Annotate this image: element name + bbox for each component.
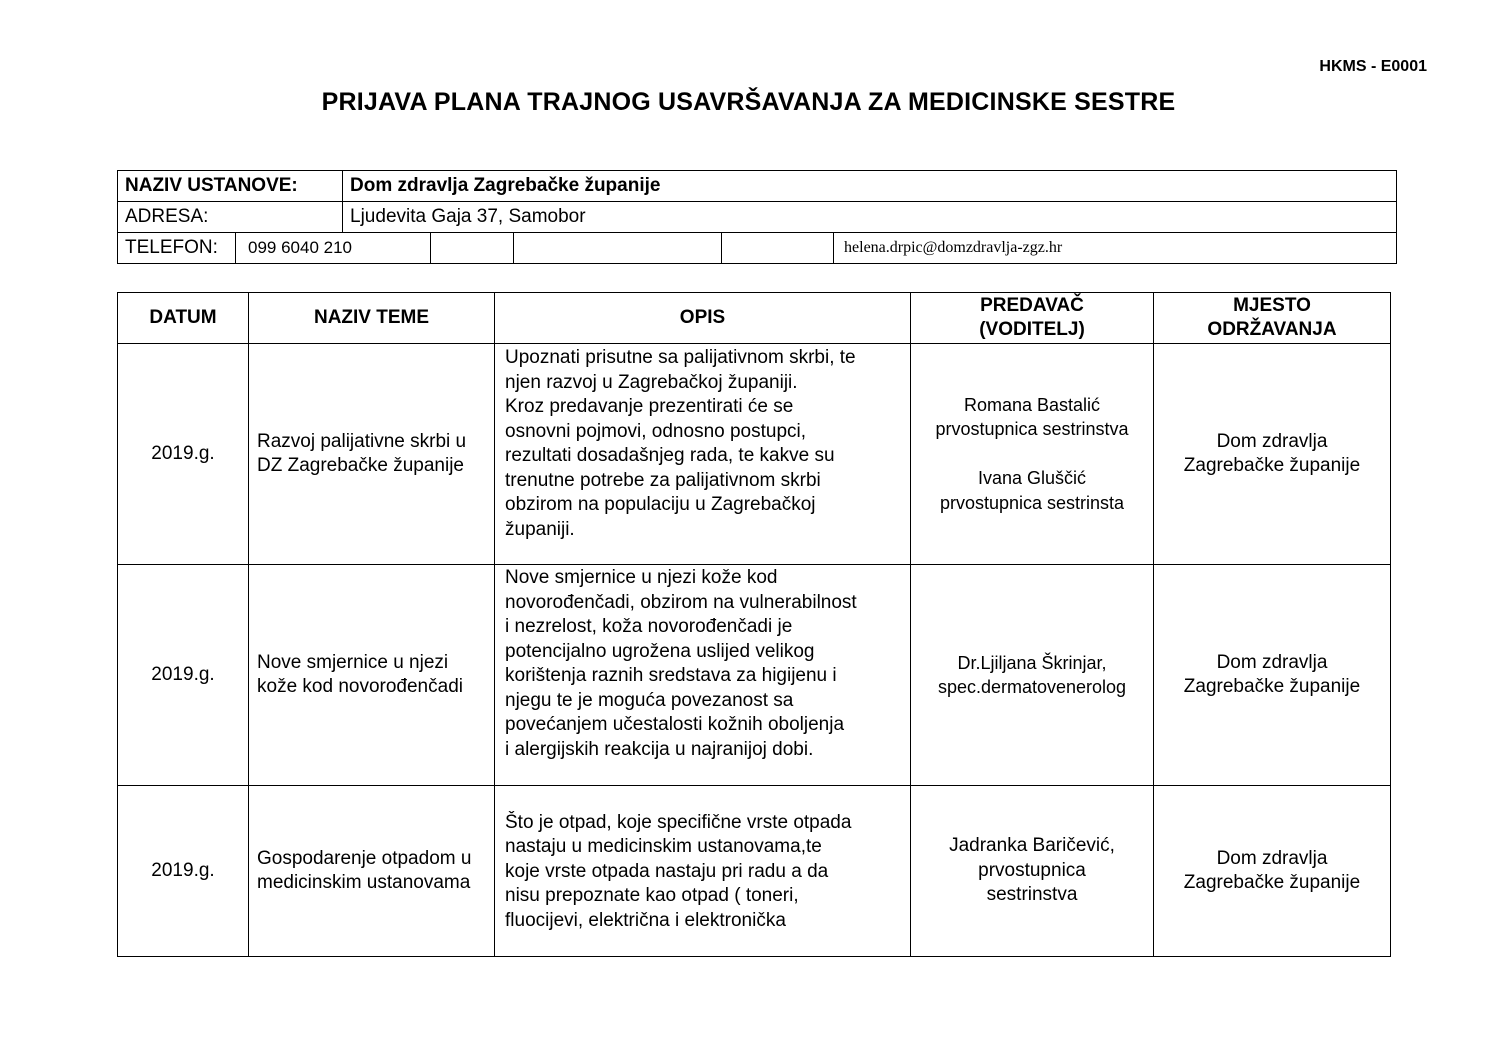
row-date: 2019.g. bbox=[118, 344, 249, 565]
row-place: Dom zdravlja Zagrebačke županije bbox=[1154, 786, 1391, 957]
row-topic: Nove smjernice u njezi kože kod novorođenčadi bbox=[249, 565, 495, 786]
table-row bbox=[118, 786, 1391, 957]
phone-row bbox=[118, 233, 1397, 264]
header-topic: NAZIV TEME bbox=[249, 293, 495, 344]
row-description: Nove smjernice u njezi kože kod novorođenčadi, obzirom na vulnerabilnost i nezrelost, koža novorođenčadi je potencijalno ugrožena uslijed velikog korištenja raznih sredstava za higijenu i njegu te je moguća povezanost sa povećanjem učestalosti kožnih oboljenja i alergijskih reakcija u najranijoj dobi. bbox=[495, 565, 911, 786]
header-lecturer: PREDAVAČ (VODITELJ) bbox=[911, 293, 1154, 344]
empty-cell bbox=[722, 233, 834, 264]
address-label: ADRESA: bbox=[118, 202, 343, 233]
row-place: Dom zdravlja Zagrebačke županije bbox=[1154, 565, 1391, 786]
row-date: 2019.g. bbox=[118, 786, 249, 957]
row-date: 2019.g. bbox=[118, 565, 249, 786]
institution-name-row bbox=[118, 171, 1397, 202]
phone-value: 099 6040 210 bbox=[236, 233, 431, 264]
education-plan-table bbox=[117, 292, 1391, 957]
row-description: Upoznati prisutne sa palijativnom skrbi, te njen razvoj u Zagrebačkoj županiji. Kroz predavanje prezentirati će se osnovni pojmovi, odnosno postupci, rezultati dosadašnjeg rada, te kakve su trenutne potrebe za palijativnom skrbi obzirom na populaciju u Zagrebačkoj županiji. bbox=[495, 344, 911, 565]
row-lecturer: Dr.Ljiljana Škrinjar, spec.dermatovenerolog bbox=[911, 565, 1154, 786]
address-value: Ljudevita Gaja 37, Samobor bbox=[343, 202, 1397, 233]
row-lecturer: Jadranka Baričević, prvostupnica sestrinstva bbox=[911, 786, 1154, 957]
table-row bbox=[118, 565, 1391, 786]
phone-label: TELEFON: bbox=[118, 233, 236, 264]
email-value: helena.drpic@domzdravlja-zgz.hr bbox=[834, 233, 1397, 264]
institution-name-label: NAZIV USTANOVE: bbox=[118, 171, 343, 202]
institution-name-value: Dom zdravlja Zagrebačke županije bbox=[343, 171, 1397, 202]
row-place: Dom zdravlja Zagrebačke županije bbox=[1154, 344, 1391, 565]
header-row bbox=[118, 293, 1391, 344]
empty-cell bbox=[514, 233, 722, 264]
row-description bbox=[495, 786, 911, 957]
header-date: DATUM bbox=[118, 293, 249, 344]
header-place: MJESTO ODRŽAVANJA bbox=[1154, 293, 1391, 344]
row-lecturer: Romana Bastalić prvostupnica sestrinstva Ivana Gluščić prvostupnica sestrinsta bbox=[911, 344, 1154, 565]
row-description-text: Što je otpad, koje specifične vrste otpada nastaju u medicinskim ustanovama,te koje vrste otpada nastaju pri radu a da nisu prepoznate kao otpad ( toneri, fluocijevi, električna i elektronička bbox=[505, 811, 852, 931]
document-code: HKMS - E0001 bbox=[1319, 58, 1427, 75]
document-title: PRIJAVA PLANA TRAJNOG USAVRŠAVANJA ZA MEDICINSKE SESTRE bbox=[321, 88, 1176, 116]
address-row bbox=[118, 202, 1397, 233]
institution-table bbox=[117, 170, 1397, 264]
table-row bbox=[118, 344, 1391, 565]
header-description: OPIS bbox=[495, 293, 911, 344]
empty-cell bbox=[431, 233, 514, 264]
row-topic: Razvoj palijativne skrbi u DZ Zagrebačke županije bbox=[249, 344, 495, 565]
row-topic: Gospodarenje otpadom u medicinskim ustanovama bbox=[249, 786, 495, 957]
